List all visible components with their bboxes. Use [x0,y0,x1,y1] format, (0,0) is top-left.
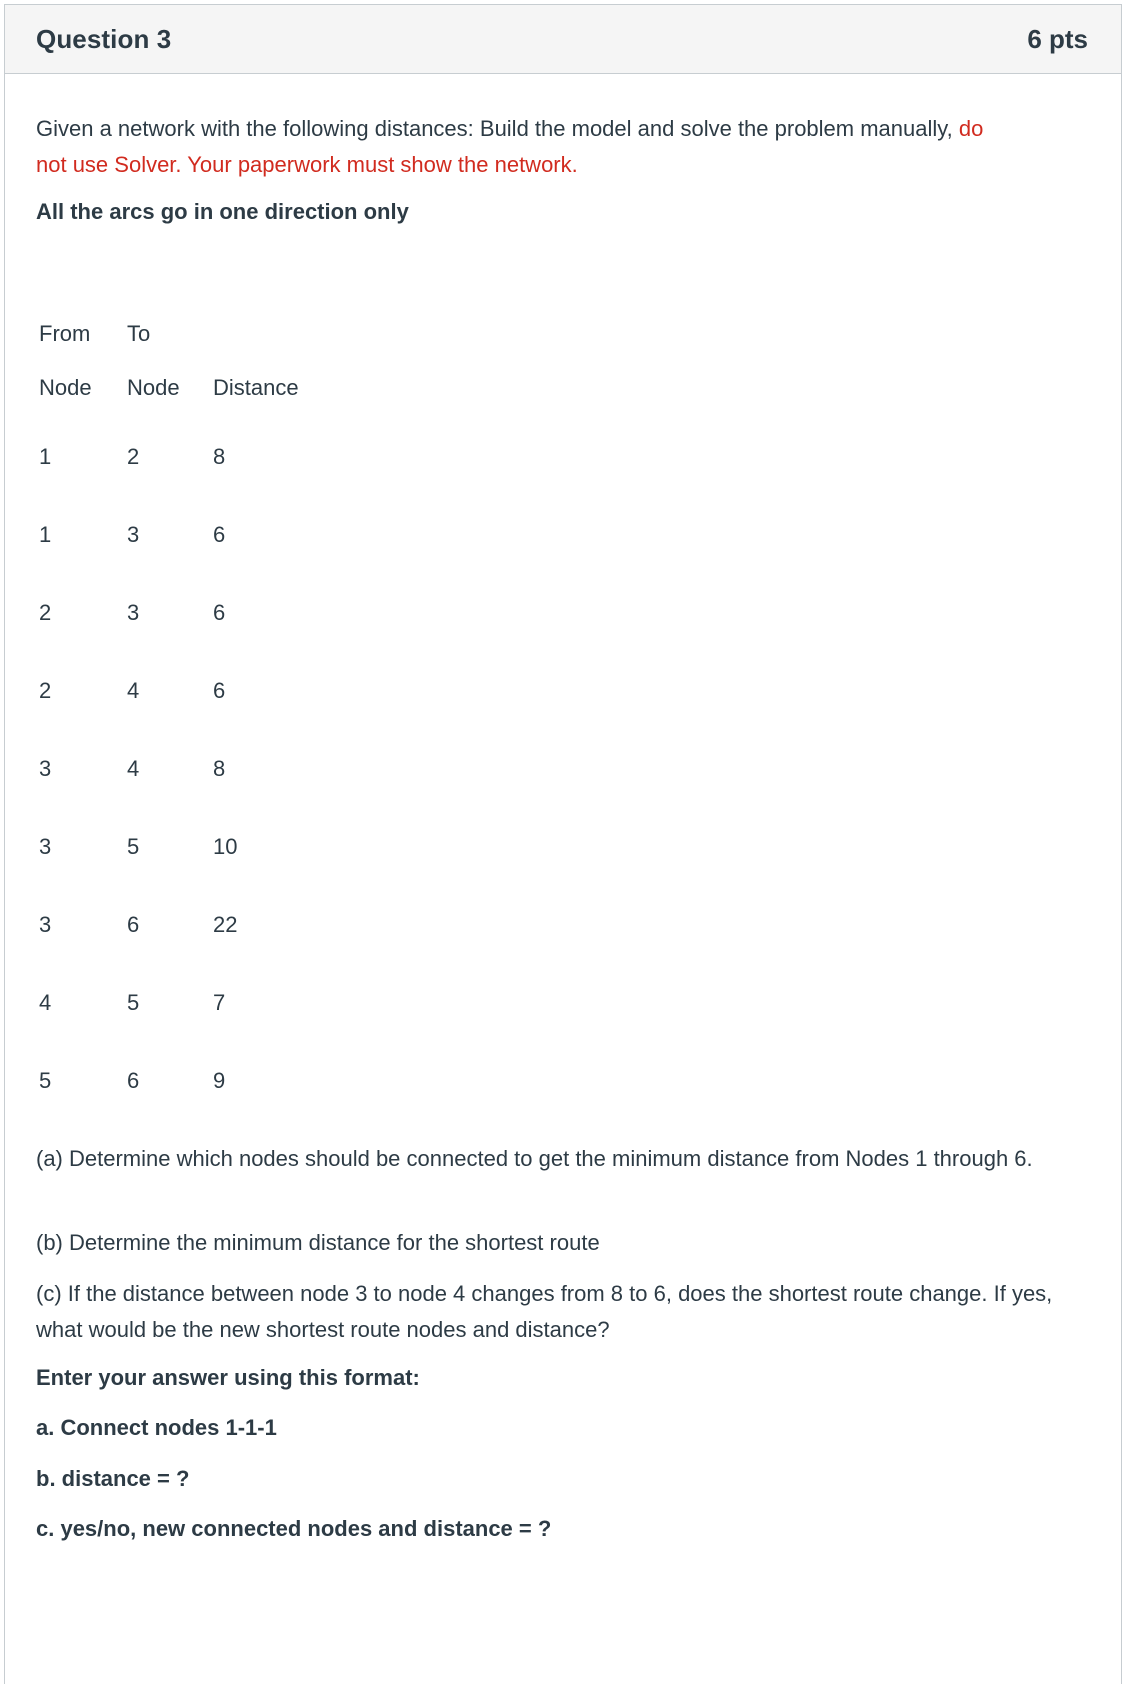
table-row [39,676,333,754]
table-cell-to: 6 [127,912,140,937]
table-cell-to: 4 [127,756,140,781]
question-card [4,4,1122,1684]
question-header [5,5,1121,74]
intro-warning-part1: do [958,116,984,141]
table-cell-to: 4 [127,678,140,703]
format-line-a: a. Connect nodes 1-1-1 [36,1415,277,1440]
table-row [39,754,333,832]
table-cell-from: 2 [39,678,52,703]
intro-paragraph [36,111,1094,183]
table-cell-from: 5 [39,1068,52,1093]
table-row [39,520,333,598]
table-row [39,598,333,676]
part-b: (b) Determine the minimum distance for the shortest route [36,1230,600,1255]
format-line-c: c. yes/no, new connected nodes and distance = ? [36,1516,552,1541]
table-cell-distance: 8 [213,444,226,469]
table-cell-to: 5 [127,990,140,1015]
table-cell-from: From [39,321,91,346]
table-cell-to: To [127,321,151,346]
arcs-note: All the arcs go in one direction only [36,199,409,224]
table-cell-distance: 7 [213,990,226,1015]
table-cell-from: 2 [39,600,52,625]
table-cell-from: 3 [39,834,52,859]
table-cell-distance: Distance [213,375,299,400]
table-row [39,442,333,520]
table-cell-distance: 6 [213,600,226,625]
table-cell-to: 3 [127,600,140,625]
table-cell-from: 3 [39,756,52,781]
format-heading: Enter your answer using this format: [36,1365,420,1390]
table-cell-distance: 10 [213,834,238,859]
table-cell-to: 2 [127,444,140,469]
table-cell-to: 6 [127,1068,140,1093]
table-cell-to: 5 [127,834,140,859]
table-cell-from: 4 [39,990,52,1015]
table-cell-distance: 8 [213,756,226,781]
table-cell-distance: 6 [213,522,226,547]
table-row [39,1066,333,1144]
table-cell-from: 3 [39,912,52,937]
table-cell-distance: 22 [213,912,238,937]
table-cell-distance: 9 [213,1068,226,1093]
part-a: (a) Determine which nodes should be connected to get the minimum distance from Nodes 1 through 6. [36,1146,1033,1171]
table-cell-from: 1 [39,522,52,547]
format-line-b: b. distance = ? [36,1466,190,1491]
table-cell-from: 1 [39,444,52,469]
distance-table-body [39,319,333,1144]
table-row [39,832,333,910]
table-cell-distance [213,319,333,373]
table-row [39,988,333,1066]
question-points: 6 pts [1027,24,1088,54]
table-cell-distance: 6 [213,678,226,703]
intro-text: Given a network with the following distances: Build the model and solve the problem manually, [36,116,959,141]
question-title: Question 3 [36,24,172,54]
table-header-row [39,373,333,442]
intro-warning-part2: not use Solver. Your paperwork must show the network. [36,152,578,177]
distance-table [39,319,333,1144]
table-row [39,910,333,988]
table-cell-to: 3 [127,522,140,547]
part-c: (c) If the distance between node 3 to node 4 changes from 8 to 6, does the shortest route change. If yes, what would be the new shortest route nodes and distance? [36,1281,1053,1342]
table-cell-to: Node [127,375,180,400]
table-header-row [39,319,333,373]
table-cell-from: Node [39,375,92,400]
